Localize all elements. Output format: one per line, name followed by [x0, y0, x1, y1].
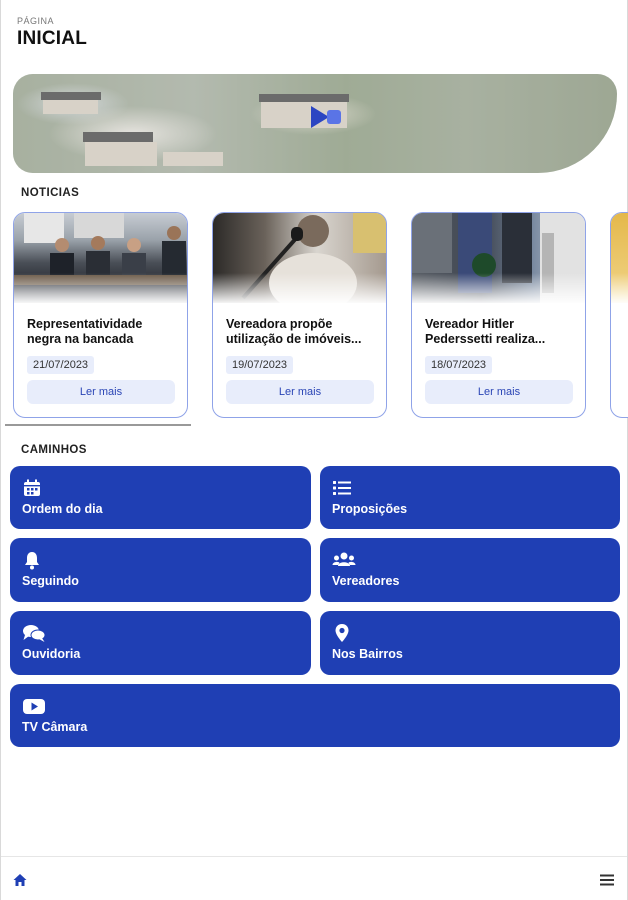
vereadores-label: Vereadores: [332, 574, 400, 588]
news-title: Vereador Hitler Pederssetti realiza...: [425, 317, 546, 346]
tv-camara-button[interactable]: [10, 684, 620, 747]
chat-icon: [22, 623, 46, 643]
nos-bairros-button[interactable]: [320, 611, 620, 675]
news-title: Representatividade negra na bancada: [27, 317, 143, 346]
proposicoes-label: Proposições: [332, 502, 408, 516]
menu-icon[interactable]: [599, 873, 615, 887]
news-date: 21/07/2023: [27, 356, 94, 374]
ordem-do-dia-label: Ordem do dia: [22, 502, 103, 516]
bell-icon: [22, 550, 42, 570]
read-more-button[interactable]: Ler mais: [425, 380, 573, 404]
news-card[interactable]: [212, 212, 387, 418]
map-pin-icon: [332, 623, 352, 643]
vereadores-button[interactable]: [320, 538, 620, 602]
seguindo-button[interactable]: [10, 538, 311, 602]
ouvidoria-button[interactable]: [10, 611, 311, 675]
hero-banner: [13, 74, 617, 173]
news-photo: [611, 213, 628, 303]
users-icon: [332, 550, 356, 570]
news-title: Vereadora propõe utilização de imóveis...: [226, 317, 362, 346]
news-carousel[interactable]: [13, 212, 628, 420]
news-photo: [412, 213, 585, 303]
news-card[interactable]: [411, 212, 586, 418]
ouvidoria-label: Ouvidoria: [22, 647, 81, 661]
news-date: 18/07/2023: [425, 356, 492, 374]
bottom-navigation: [1, 856, 627, 900]
read-more-button[interactable]: Ler mais: [27, 380, 175, 404]
seguindo-label: Seguindo: [22, 574, 79, 588]
youtube-icon: [22, 696, 46, 716]
camara-logo-icon: [309, 104, 345, 130]
news-card[interactable]: [13, 212, 188, 418]
news-date: 19/07/2023: [226, 356, 293, 374]
read-more-button[interactable]: Ler mais: [226, 380, 374, 404]
section-title-paths: CAMINHOS: [21, 444, 87, 456]
list-icon: [332, 478, 352, 498]
proposicoes-button[interactable]: [320, 466, 620, 529]
carousel-scrollbar[interactable]: [5, 424, 191, 426]
tv-camara-label: TV Câmara: [22, 720, 88, 734]
news-photo: [14, 213, 187, 303]
section-title-news: NOTICIAS: [21, 187, 80, 199]
page-overline: PÁGINA: [17, 16, 55, 26]
home-icon[interactable]: [13, 873, 27, 887]
calendar-icon: [22, 478, 42, 498]
page-header: [17, 16, 87, 50]
ordem-do-dia-button[interactable]: [10, 466, 311, 529]
news-photo: [213, 213, 386, 303]
nos-bairros-label: Nos Bairros: [332, 647, 403, 661]
page-title: INICIAL: [17, 28, 88, 49]
news-card-partial[interactable]: [610, 212, 628, 418]
